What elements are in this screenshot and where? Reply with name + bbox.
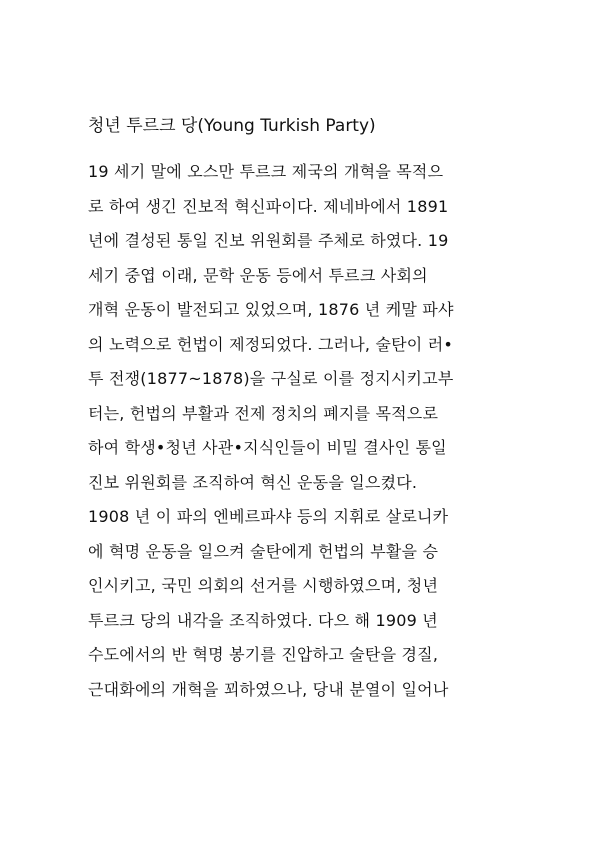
body-line: 세기 중엽 이래, 문학 운동 등에서 투르크 사회의: [88, 265, 428, 285]
body-line: 의 노력으로 헌법이 제정되었다. 그러나, 술탄이 러•: [88, 334, 454, 354]
body-line: 에 혁명 운동을 일으켜 술탄에게 헌법의 부활을 승: [88, 541, 439, 561]
body-line: 터는, 헌법의 부활과 전제 정치의 폐지를 목적으로: [88, 403, 439, 423]
document-title: 청년 투르크 당(Young Turkish Party): [88, 116, 376, 136]
body-line: 로 하여 생긴 진보적 혁신파이다. 제네바에서 1891: [88, 196, 449, 216]
body-line: 투 전쟁(1877~1878)을 구실로 이를 정지시키고부: [88, 369, 454, 388]
body-line: 투르크 당의 내각을 조직하였다. 다으 해 1909 년: [88, 610, 438, 630]
body-line: 1908 년 이 파의 엔베르파샤 등의 지휘로 살로니카: [88, 507, 449, 526]
body-line: 근대화에의 개혁을 꾀하였으나, 당내 분열이 일어나: [88, 679, 449, 699]
document-body: [88, 155, 518, 707]
body-line: 년에 결성된 통일 진보 위원회를 주체로 하였다. 19: [88, 231, 449, 250]
body-line: 수도에서의 반 혁명 봉기를 진압하고 술탄을 경질,: [88, 645, 439, 664]
body-line: 인시키고, 국민 의회의 선거를 시행하였으며, 청년: [88, 576, 439, 595]
body-line: 19 세기 말에 오스만 투르크 제국의 개혁을 목적으: [88, 162, 444, 181]
body-line: 하여 학생•청년 사관•지식인들이 비밀 결사인 통일: [88, 438, 447, 457]
body-line: 진보 위원회를 조직하여 혁신 운동을 일으켰다.: [88, 472, 418, 492]
body-line: 개혁 운동이 발전되고 있었으며, 1876 년 케말 파샤: [88, 300, 454, 319]
